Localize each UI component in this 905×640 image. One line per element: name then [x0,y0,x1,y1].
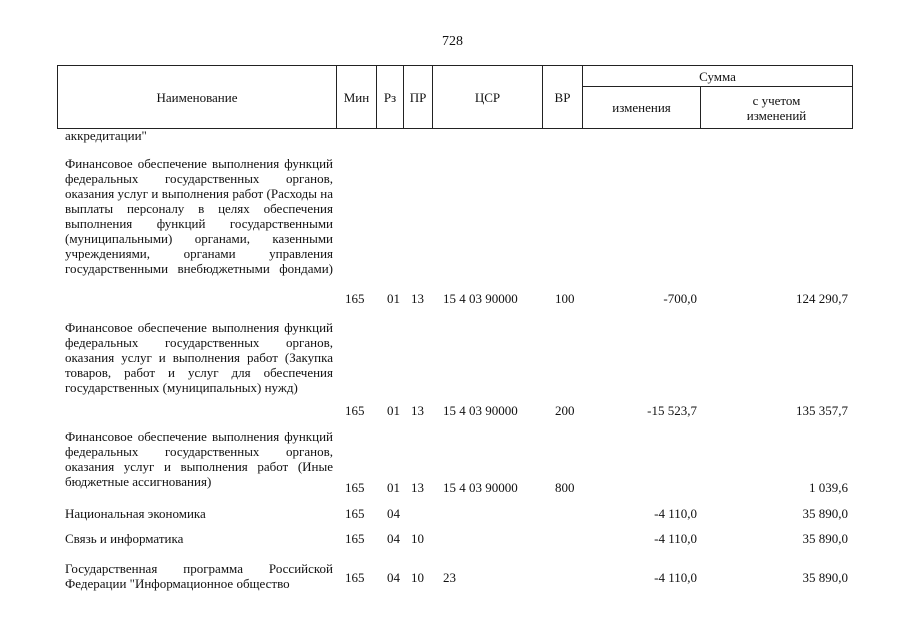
row-s-uchetom: 35 890,0 [802,570,848,585]
row-pr: 13 [411,480,424,495]
row-pr: 13 [411,291,424,306]
row-min: 165 [345,291,365,306]
row-csr: 23 [443,570,456,585]
header-izmeneniya: изменения [582,86,701,129]
row-csr: 15 4 03 90000 [443,480,518,495]
row-pr: 10 [411,531,424,546]
row-s-uchetom: 124 290,7 [796,291,848,306]
row-rz: 01 [387,403,400,418]
row-pr: 10 [411,570,424,585]
row-csr: 15 4 03 90000 [443,403,518,418]
row-s-uchetom: 35 890,0 [802,506,848,521]
page-number: 728 [442,34,463,49]
row-min: 165 [345,480,365,495]
row-name: Связь и информатика [65,531,184,546]
row-pr: 13 [411,403,424,418]
row-name: Государственная программа Российской Федерации "Информационное общество [65,561,333,591]
row-min: 165 [345,506,365,521]
row-name: Национальная экономика [65,506,206,521]
row-vr: 200 [555,403,575,418]
row-izmeneniya: -15 523,7 [647,403,697,418]
row-rz: 04 [387,531,400,546]
row-rz: 01 [387,480,400,495]
header-csr: ЦСР [432,65,543,129]
row-s-uchetom: 1 039,6 [809,480,848,495]
header-name: Наименование [57,65,337,129]
row-izmeneniya: -4 110,0 [654,506,697,521]
row-min: 165 [345,403,365,418]
row-s-uchetom: 35 890,0 [802,531,848,546]
row-min: 165 [345,570,365,585]
row-name: Финансовое обеспечение выполнения функций федеральных государственных органов, оказания услуг и выполнения работ (Расходы на выплаты персоналу в целях обеспечения выполнения функций государственными (муниципальными) органами, казенными учреждениями, органами управления государственными внебюджетными фондами) [65,156,333,276]
header-vr: ВР [542,65,583,129]
row-name: Финансовое обеспечение выполнения функций федеральных государственных органов, оказания услуг и выполнения работ (Иные бюджетные ассигнования) [65,429,333,489]
row-vr: 800 [555,480,575,495]
row-izmeneniya: -4 110,0 [654,531,697,546]
header-summa: Сумма [582,65,853,87]
row-name: аккредитации" [65,128,147,143]
header-min: Мин [336,65,377,129]
row-min: 165 [345,531,365,546]
row-izmeneniya: -4 110,0 [654,570,697,585]
row-s-uchetom: 135 357,7 [796,403,848,418]
row-name: Финансовое обеспечение выполнения функций федеральных государственных органов, оказания услуг и выполнения работ (Закупка товаров, работ и услуг для обеспечения государственных (муниципальных) нужд) [65,320,333,395]
row-izmeneniya: -700,0 [663,291,697,306]
row-vr: 100 [555,291,575,306]
header-rz: Рз [376,65,404,129]
row-rz: 01 [387,291,400,306]
row-rz: 04 [387,506,400,521]
row-csr: 15 4 03 90000 [443,291,518,306]
header-pr: ПР [403,65,433,129]
header-s-uchetom: с учетом изменений [700,86,853,129]
row-rz: 04 [387,570,400,585]
